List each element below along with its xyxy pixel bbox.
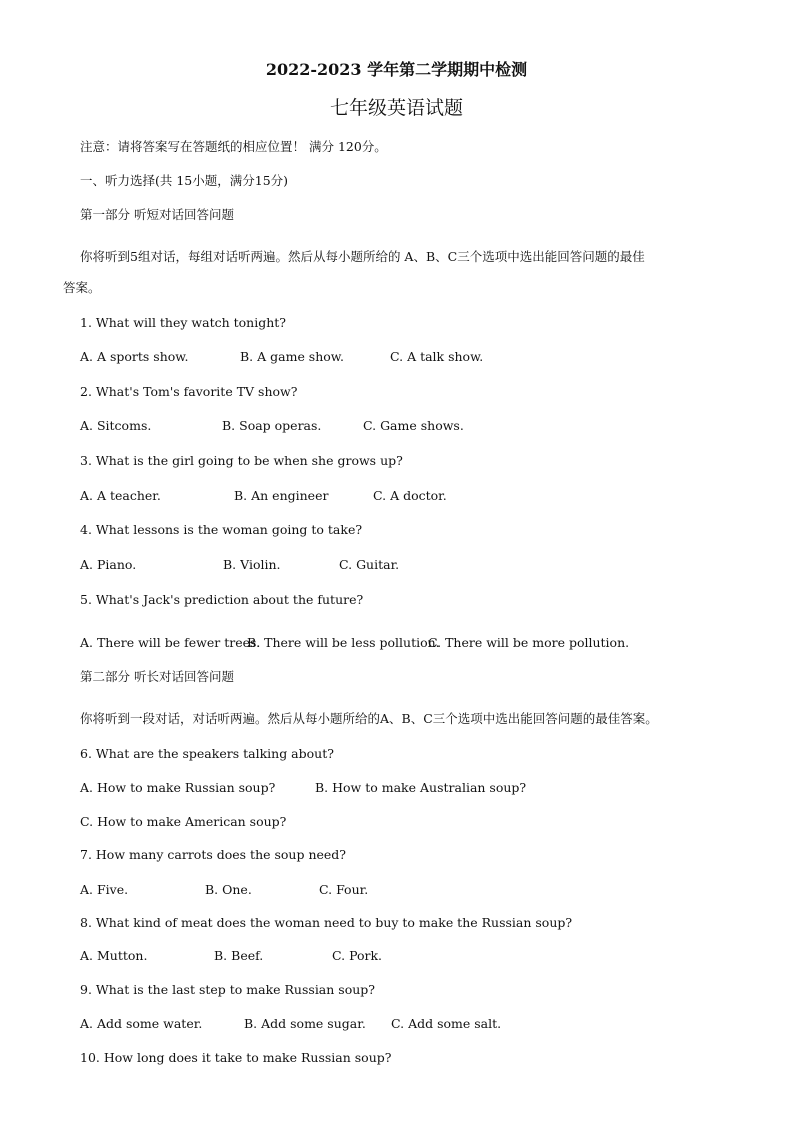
q3-option-c: C. A doctor.: [373, 488, 447, 503]
q1-option-b: B. A game show.: [240, 349, 344, 364]
section-heading: 一、听力选择(共 15小题，满分15分): [80, 173, 289, 188]
question-9: 9. What is the last step to make Russian soup?: [80, 982, 375, 997]
q8-option-b: B. Beef.: [214, 948, 264, 963]
question-8: 8. What kind of meat does the woman need to buy to make the Russian soup?: [80, 915, 573, 930]
q4-option-b: B. Violin.: [223, 557, 281, 572]
part1-heading: 第一部分 听短对话回答问题: [80, 207, 234, 222]
question-3: 3. What is the girl going to be when she grows up?: [80, 453, 403, 468]
part1-instructions-line1: 你将听到5组对话，每组对话听两遍。然后从每小题所给的 A、B、C三个选项中选出能回答问题的最佳: [80, 249, 645, 264]
q6-option-a: A. How to make Russian soup?: [80, 780, 276, 795]
q9-option-b: B. Add some sugar.: [244, 1016, 366, 1031]
q5-option-b: B. There will be less pollution.: [247, 635, 440, 650]
question-1: 1. What will they watch tonight?: [80, 315, 286, 330]
q9-option-a: A. Add some water.: [80, 1016, 203, 1031]
q1-option-a: A. A sports show.: [80, 349, 189, 364]
q6-option-c: C. How to make American soup?: [80, 814, 287, 829]
q2-option-c: C. Game shows.: [363, 418, 464, 433]
q7-option-b: B. One.: [205, 882, 252, 897]
q7-option-a: A. Five.: [80, 882, 129, 897]
part2-heading: 第二部分 听长对话回答问题: [80, 669, 234, 684]
q9-option-c: C. Add some salt.: [391, 1016, 502, 1031]
q8-option-a: A. Mutton.: [80, 948, 148, 963]
q8-option-c: C. Pork.: [332, 948, 383, 963]
q4-option-c: C. Guitar.: [339, 557, 400, 572]
q2-option-a: A. Sitcoms.: [80, 418, 152, 433]
notice-text: 注意：请将答案写在答题纸的相应位置！ 满分 120分。: [80, 139, 387, 154]
part2-instructions: 你将听到一段对话，对话听两遍。然后从每小题所给的A、B、C三个选项中选出能回答问题的最佳答案。: [80, 711, 658, 726]
q4-option-a: A. Piano.: [80, 557, 137, 572]
question-5: 5. What's Jack's prediction about the future?: [80, 592, 364, 607]
q3-option-b: B. An engineer: [234, 488, 329, 503]
question-10: 10. How long does it take to make Russian soup?: [80, 1050, 392, 1065]
q5-option-c: C. There will be more pollution.: [428, 635, 630, 650]
question-2: 2. What's Tom's favorite TV show?: [80, 384, 298, 399]
part1-instructions-line2: 答案。: [63, 280, 101, 295]
question-6: 6. What are the speakers talking about?: [80, 746, 334, 761]
q5-option-a: A. There will be fewer trees.: [80, 635, 261, 650]
q2-option-b: B. Soap operas.: [222, 418, 322, 433]
exam-subtitle: 七年级英语试题: [329, 97, 463, 119]
exam-title: 2022-2023 学年第二学期期中检测: [265, 60, 528, 79]
q6-option-b: B. How to make Australian soup?: [315, 780, 527, 795]
q3-option-a: A. A teacher.: [80, 488, 161, 503]
q1-option-c: C. A talk show.: [390, 349, 484, 364]
q7-option-c: C. Four.: [319, 882, 369, 897]
question-7: 7. How many carrots does the soup need?: [80, 847, 347, 862]
question-4: 4. What lessons is the woman going to take?: [80, 522, 363, 537]
